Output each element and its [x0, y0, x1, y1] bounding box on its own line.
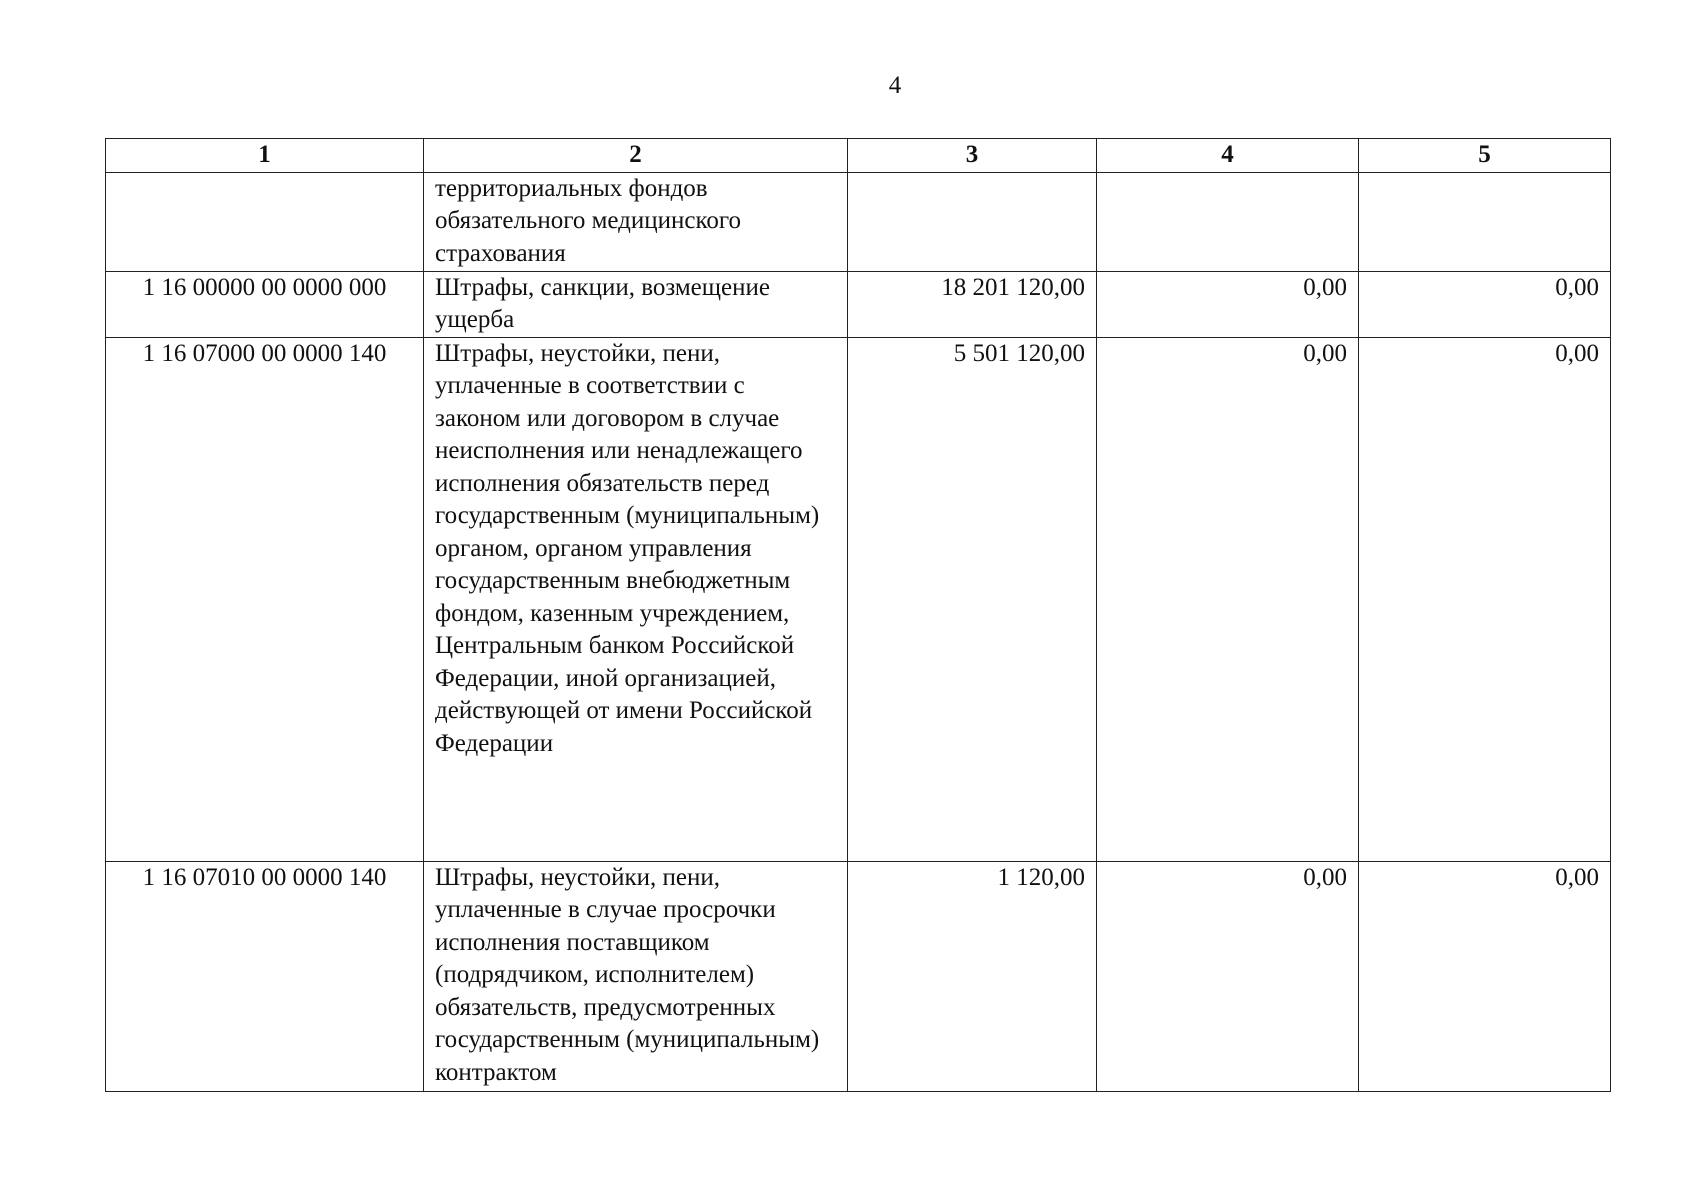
- row-value-col5: 0,00: [1359, 861, 1611, 1091]
- row-name: Штрафы, санкции, возмещение ущерба: [424, 271, 848, 337]
- column-header-4: 4: [1097, 139, 1359, 173]
- row-value-col3: [848, 172, 1097, 271]
- row-code: 1 16 07010 00 0000 140: [106, 861, 424, 1091]
- row-value-col5: 0,00: [1359, 337, 1611, 861]
- row-name: Штрафы, неустойки, пени, уплаченные в соответствии с законом или договором в случае неисполнения или ненадлежащего исполнения обязательств перед государственным (муниципальным) органом, органом управления государственным внебюджетным фондом, казенным учреждением, Центральным банком Российской Федерации, иной организацией, действующей от имени Российской Федерации: [424, 337, 848, 861]
- table-header-row: [106, 139, 1611, 173]
- row-value-col4: 0,00: [1097, 271, 1359, 337]
- row-value-col3: 18 201 120,00: [848, 271, 1097, 337]
- page-number: 4: [888, 72, 902, 99]
- column-header-3: 3: [848, 139, 1097, 173]
- row-value-col4: [1097, 172, 1359, 271]
- table-row: [106, 172, 1611, 271]
- row-code: 1 16 07000 00 0000 140: [106, 337, 424, 861]
- column-header-1: 1: [106, 139, 424, 173]
- column-header-2: 2: [424, 139, 848, 173]
- row-value-col3: 1 120,00: [848, 861, 1097, 1091]
- row-value-col4: 0,00: [1097, 861, 1359, 1091]
- table-row: [106, 861, 1611, 1091]
- row-name: Штрафы, неустойки, пени, уплаченные в случае просрочки исполнения поставщиком (подрядчиком, исполнителем) обязательств, предусмотренных государственным (муниципальным) контрактом: [424, 861, 848, 1091]
- row-code: 1 16 00000 00 0000 000: [106, 271, 424, 337]
- table-row: [106, 271, 1611, 337]
- table-row: [106, 337, 1611, 861]
- row-name: территориальных фондов обязательного медицинского страхования: [424, 172, 848, 271]
- column-header-5: 5: [1359, 139, 1611, 173]
- row-code: [106, 172, 424, 271]
- budget-revenue-table: [105, 138, 1611, 1092]
- row-value-col3: 5 501 120,00: [848, 337, 1097, 861]
- row-value-col5: [1359, 172, 1611, 271]
- row-value-col5: 0,00: [1359, 271, 1611, 337]
- row-value-col4: 0,00: [1097, 337, 1359, 861]
